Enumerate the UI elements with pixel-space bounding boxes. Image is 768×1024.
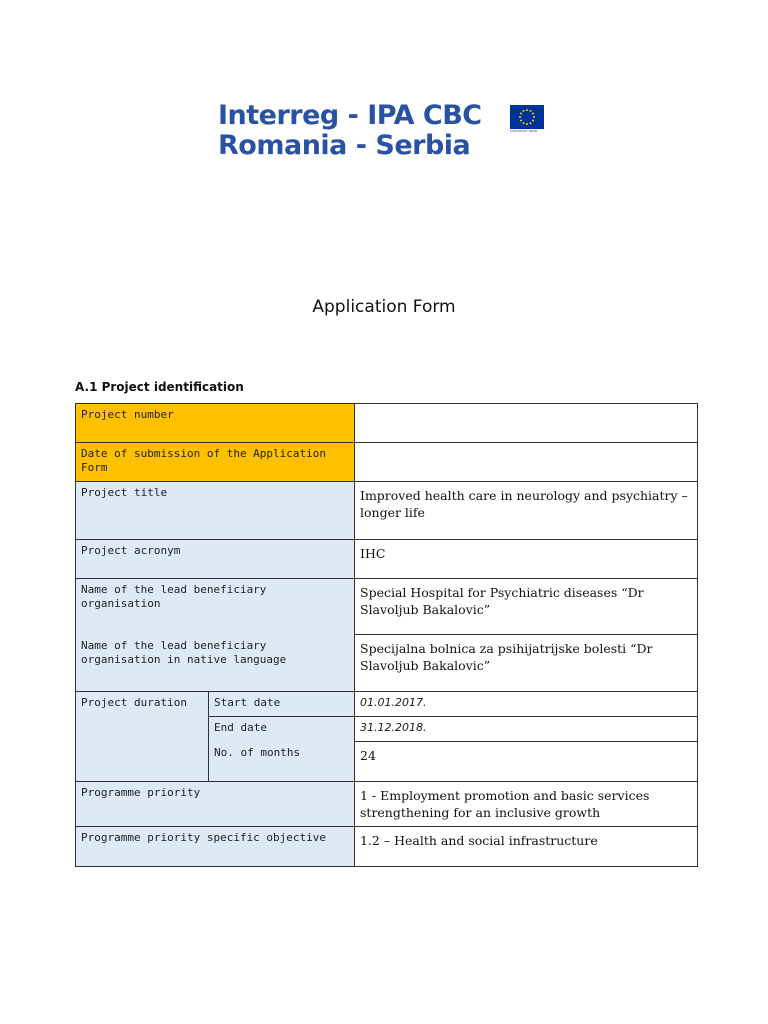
project-identification-table	[75, 403, 698, 867]
project-acronym-value: IHC	[354, 539, 698, 579]
end-date-value: 31.12.2018.	[354, 716, 698, 742]
eu-caption: EUROPEAN UNION	[510, 129, 538, 133]
months-label: No. of months	[214, 746, 301, 759]
project-title-label: Project title	[75, 481, 355, 540]
lead-org-label: Name of the lead beneficiary organisation	[81, 583, 267, 610]
project-number-label: Project number	[75, 403, 355, 443]
logo-title-line1: Interreg - IPA CBC	[218, 100, 482, 131]
project-number-field[interactable]	[354, 403, 698, 443]
section-heading: A.1 Project identification	[75, 380, 244, 394]
lead-org-value: Special Hospital for Psychiatric diseases “Dr Slavoljub Bakalovic”	[354, 578, 698, 635]
logo-title-line2: Romania - Serbia	[218, 130, 471, 161]
lead-organisation-label-block	[75, 578, 355, 692]
programme-priority-value: 1 - Employment promotion and basic services strengthening for an inclusive growth	[354, 781, 698, 827]
submission-date-label: Date of submission of the Application Form	[75, 442, 355, 482]
specific-objective-label: Programme priority specific objective	[75, 826, 355, 867]
submission-date-field[interactable]	[354, 442, 698, 482]
lead-org-native-value: Specijalna bolnica za psihijatrijske bolesti “Dr Slavoljub Bakalovic”	[354, 634, 698, 692]
end-months-label-block	[208, 716, 355, 782]
project-acronym-label: Project acronym	[75, 539, 355, 579]
programme-logo	[218, 102, 548, 162]
months-value: 24	[354, 741, 698, 782]
specific-objective-value: 1.2 – Health and social infrastructure	[354, 826, 698, 867]
start-date-label: Start date	[208, 691, 355, 717]
start-date-value: 01.01.2017.	[354, 691, 698, 717]
programme-priority-label: Programme priority	[75, 781, 355, 827]
lead-org-native-label: Name of the lead beneficiary organisation in native language	[81, 639, 287, 666]
document-title: Application Form	[312, 297, 456, 317]
project-duration-label: Project duration	[75, 691, 209, 782]
eu-flag-icon	[510, 105, 544, 129]
project-title-value: Improved health care in neurology and psychiatry – longer life	[354, 481, 698, 540]
end-date-label: End date	[214, 721, 267, 734]
